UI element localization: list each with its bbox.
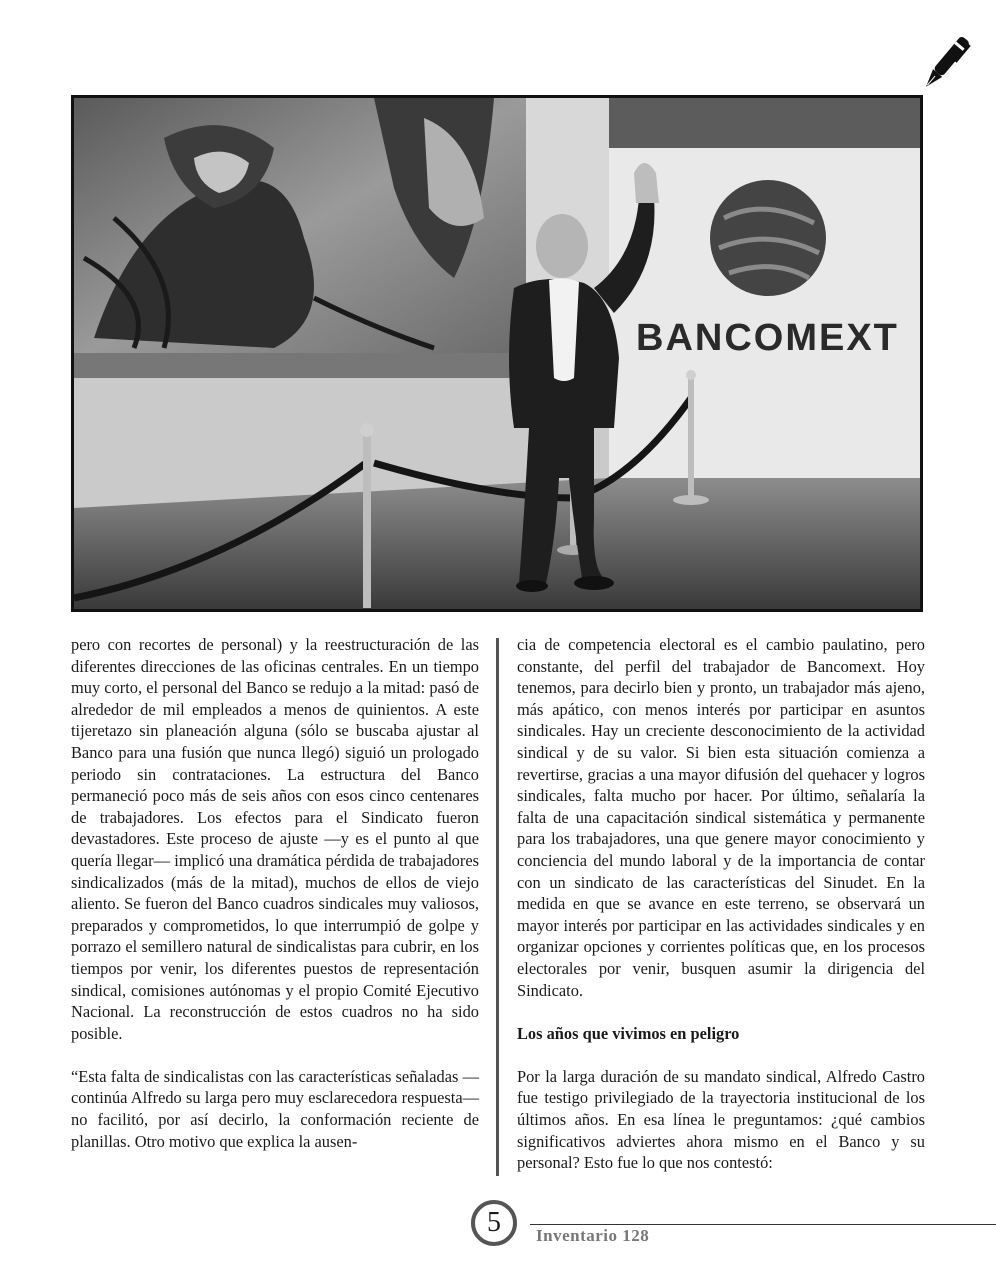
section-heading: Los años que vivimos en peligro bbox=[517, 1023, 740, 1043]
article-column-right bbox=[517, 634, 925, 1195]
article-photo bbox=[71, 95, 923, 612]
page-number: 5 bbox=[471, 1200, 517, 1246]
paragraph: pero con recortes de personal) y la reestructuración de las diferentes direcciones de las oficinas centrales. En un tiempo muy corto, el personal del Banco se redujo a la mitad: pasó de alrededor de mil empleados a menos de quinientos. A este tijeretazo sin planeación alguna (sólo se buscaba ajustar al Banco para una fusión que nunca llegó) siguió un prologado periodo sin contrataciones. La estructura del Banco permaneció poco más de seis años con esos cinco centenares de trabajadores. Los efectos para el Sindicato fueron devastadores. Este proceso de ajuste —y es el punto al que quería llegar— implicó una dramática pérdida de trabajadores sindicalizados (más de la mitad), muchos de ellos de viejo aliento. Se fueron del Banco cuadros sindicales muy valiosos, preparados y comprometidos, lo que interrumpió de golpe y porrazo el semillero natural de sindicalistas para cubrir, en los tiempos por venir, los diferentes puestos de representación sindical, comisiones autónomas y el propio Comité Ejecutivo Nacional. La reconstrucción de estos cuadros no ha sido posible. bbox=[71, 635, 479, 1043]
bancomext-sign: BANCOMEXT bbox=[636, 317, 899, 359]
publication-name: Inventario 128 bbox=[536, 1226, 650, 1245]
pen-icon bbox=[918, 28, 974, 98]
paragraph: cia de competencia electoral es el cambio paulatino, pero constante, del perfil del trabajador de Bancomext. Hoy tenemos, para decirlo bien y pronto, un trabajador más ajeno, más apático, con menos interés por participar en asuntos sindicales. Hay un creciente desconocimiento de la actividad sindical y de su valor. Si bien esta situación comienza a revertirse, gracias a una mayor difusión del quehacer y logros sindicales, falta mucho por hacer. Por último, señalaría la falta de una capacitación sindical sistemática y permanente para los trabajadores, una que genere mayor conocimiento y conciencia del mundo laboral y de la importancia de contar con un sindicato de las características del Sinudet. En la medida en que se avance en este terreno, se observará un mayor interés por participar en las actividades sindicales y en organizar opciones y corrientes políticas que, en los procesos electorales por venir, busquen asumir la dirigencia del Sindicato. bbox=[517, 635, 925, 1000]
paragraph: Por la larga duración de su mandato sindical, Alfredo Castro fue testigo privilegiado de la trayectoria institucional de los últimos años. En esa línea le preguntamos: ¿qué cambios significativos adviertes ahora mismo en el Banco y su personal? Esto fue lo que nos contestó: bbox=[517, 1066, 925, 1173]
footer-rule bbox=[530, 1224, 996, 1225]
paragraph: “Esta falta de sindicalistas con las características señaladas —continúa Alfredo su larga pero muy esclarecedora respuesta— no facilitó, por así decirlo, la conformación reciente de planillas. Otro motivo que explica la ausen- bbox=[71, 1066, 479, 1151]
column-divider bbox=[496, 638, 499, 1176]
article-column-left bbox=[71, 634, 479, 1174]
